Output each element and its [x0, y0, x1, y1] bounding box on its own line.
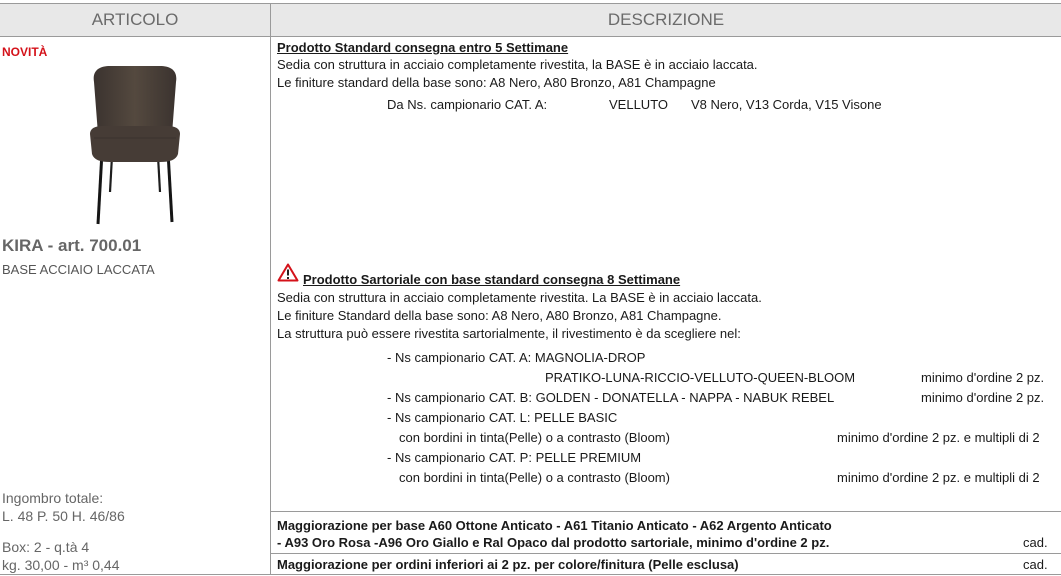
standard-sample-label: Da Ns. campionario CAT. A:: [387, 97, 548, 112]
weight-volume: kg. 30,00 - m³ 0,44: [2, 557, 120, 573]
dimensions-value: L. 48 P. 50 H. 46/86: [2, 508, 125, 524]
product-name: KIRA - art. 700.01: [2, 236, 142, 255]
cat-p-line-1: - Ns campionario CAT. P: PELLE PREMIUM: [387, 450, 642, 465]
cat-p-minimum: minimo d'ordine 2 pz. e multipli di 2: [837, 470, 1040, 485]
table-bottom-border: [0, 574, 1061, 575]
sartoriale-line-2: Le finiture Standard della base sono: A8 Nero, A80 Bronzo, A81 Champagne.: [277, 308, 722, 323]
surcharge-divider: [271, 511, 1061, 512]
sartoriale-line-1: Sedia con struttura in acciaio completamente rivestita. La BASE è in acciaio laccata.: [277, 290, 762, 305]
standard-line-2: Le finiture standard della base sono: A8 Nero, A80 Bronzo, A81 Champagne: [277, 75, 716, 90]
chair-image: [80, 64, 190, 226]
cat-b-minimum: minimo d'ordine 2 pz.: [921, 390, 1045, 405]
warning-triangle-icon: [277, 263, 299, 282]
cat-l-line-1: - Ns campionario CAT. L: PELLE BASIC: [387, 410, 618, 425]
table-top-border: [0, 3, 1061, 4]
standard-sample-material: VELLUTO: [609, 97, 669, 112]
cat-l-line-2: con bordini in tinta(Pelle) o a contrasto (Bloom): [399, 430, 670, 445]
cat-a-line-2: PRATIKO-LUNA-RICCIO-VELLUTO-QUEEN-BLOOM: [545, 370, 856, 385]
cat-l-minimum: minimo d'ordine 2 pz. e multipli di 2: [837, 430, 1040, 445]
standard-sample-colors: V8 Nero, V13 Corda, V15 Visone: [691, 97, 882, 112]
surcharge-line-3: Maggiorazione per ordini inferiori ai 2 pz. per colore/finitura (Pelle esclusa): [277, 557, 739, 572]
cat-a-minimum: minimo d'ordine 2 pz.: [921, 370, 1045, 385]
sartoriale-title: Prodotto Sartoriale con base standard consegna 8 Settimane: [303, 272, 681, 287]
standard-title: Prodotto Standard consegna entro 5 Settimane: [277, 40, 569, 55]
novita-badge: NOVITÀ: [2, 45, 48, 59]
surcharge-line-1: Maggiorazione per base A60 Ottone Anticato - A61 Titanio Anticato - A62 Argento Anticato: [277, 518, 832, 533]
column-divider: [270, 3, 271, 575]
standard-line-1: Sedia con struttura in acciaio completamente rivestita, la BASE è in acciaio laccata.: [277, 57, 758, 72]
column-header-descrizione: DESCRIZIONE: [271, 4, 1061, 36]
dimensions-label: Ingombro totale:: [2, 490, 104, 506]
header-bottom-border: [0, 36, 1061, 37]
surcharge-unit-1: cad.: [1023, 535, 1048, 550]
box-quantity: Box: 2 - q.tà 4: [2, 539, 90, 555]
cat-p-line-2: con bordini in tinta(Pelle) o a contrasto (Bloom): [399, 470, 670, 485]
column-header-articolo: ARTICOLO: [0, 4, 270, 36]
cat-b-line: - Ns campionario CAT. B: GOLDEN - DONATELLA - NAPPA - NABUK REBEL: [387, 390, 835, 405]
sartoriale-line-3: La struttura può essere rivestita sartorialmente, il rivestimento è da scegliere nel:: [277, 326, 741, 341]
surcharge-divider-2: [271, 553, 1061, 554]
surcharge-unit-2: cad.: [1023, 557, 1048, 572]
surcharge-line-2: - A93 Oro Rosa -A96 Oro Giallo e Ral Opaco dal prodotto sartoriale, minimo d'ordine 2 pz.: [277, 535, 830, 550]
cat-a-line-1: - Ns campionario CAT. A: MAGNOLIA-DROP: [387, 350, 646, 365]
product-base: BASE ACCIAIO LACCATA: [2, 262, 155, 277]
